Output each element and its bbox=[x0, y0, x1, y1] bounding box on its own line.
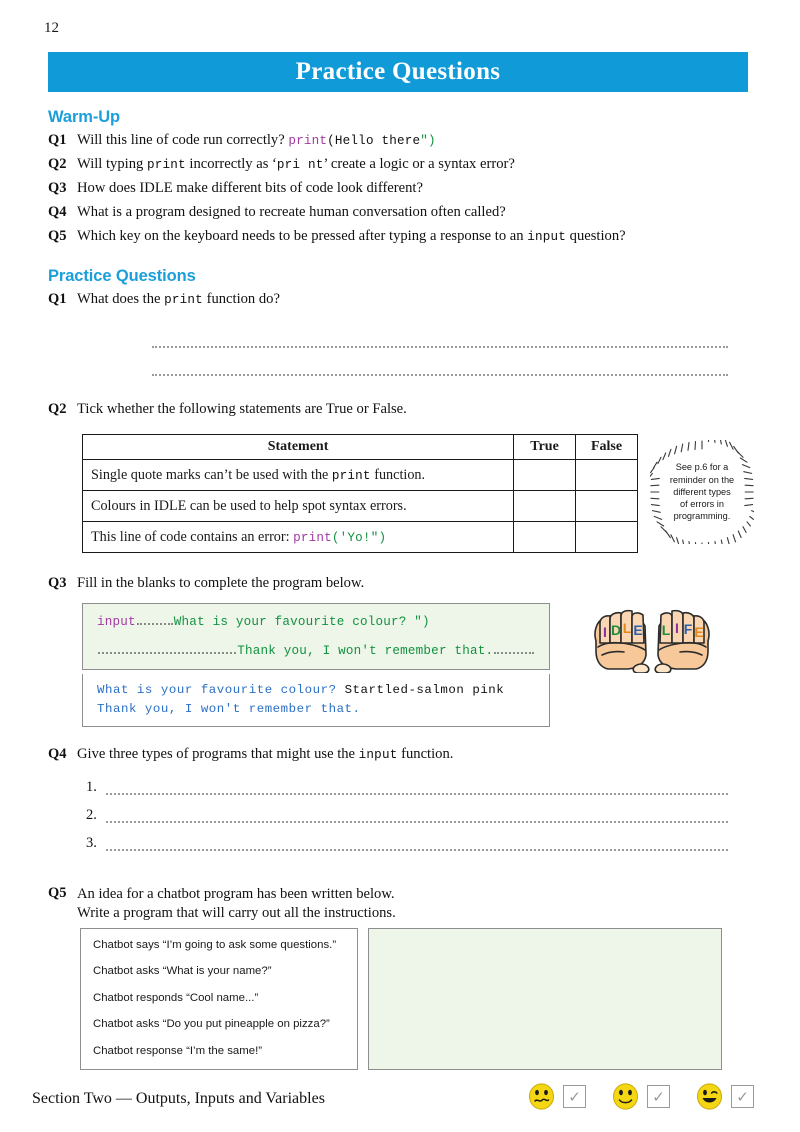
answer-line[interactable] bbox=[106, 812, 728, 823]
code-blank[interactable] bbox=[98, 645, 236, 654]
column-header-false: False bbox=[576, 435, 638, 460]
false-checkbox-cell[interactable] bbox=[576, 460, 638, 491]
q3-output-block bbox=[82, 674, 550, 727]
question-line-2: Write a program that will carry out all the instructions. bbox=[77, 905, 396, 922]
chatbot-instruction: Chatbot says “I’m going to ask some questions.” bbox=[93, 939, 337, 951]
question-number: Q5 bbox=[48, 885, 67, 901]
knuckle-letter-E2: E bbox=[694, 624, 704, 640]
warmup-question-3 bbox=[48, 180, 423, 198]
question-text: What is a program designed to recreate human conversation often called? bbox=[77, 204, 506, 220]
question-text: What does the print function do? bbox=[77, 291, 280, 307]
question-number: Q2 bbox=[48, 401, 67, 417]
knuckle-letter-D: D bbox=[610, 622, 622, 638]
column-header-statement: Statement bbox=[83, 435, 514, 460]
user-typed-answer: Startled-salmon pink bbox=[344, 683, 505, 697]
question-text: How does IDLE make different bits of code look different? bbox=[77, 180, 423, 196]
warmup-question-5 bbox=[48, 228, 626, 246]
inline-code-input: input bbox=[358, 748, 398, 762]
rating-group-confused bbox=[528, 1083, 586, 1110]
statement-cell: Single quote marks can’t be used with the print function. bbox=[83, 460, 514, 491]
tick-icon: ✓ bbox=[736, 1088, 749, 1106]
code-keyword-input: input bbox=[97, 615, 136, 629]
practice-question-3 bbox=[48, 575, 364, 593]
inline-code-input: input bbox=[527, 230, 567, 244]
question-number: Q2 bbox=[48, 156, 67, 172]
chatbot-instruction: Chatbot asks “What is your name?” bbox=[93, 965, 272, 978]
practice-question-1 bbox=[48, 291, 280, 309]
inline-code-print: print bbox=[293, 530, 332, 545]
inline-code-print: print bbox=[331, 468, 371, 483]
answer-line-1[interactable] bbox=[152, 346, 728, 348]
idle-life-fists-illustration bbox=[588, 593, 716, 673]
false-checkbox-cell[interactable] bbox=[576, 491, 638, 522]
code-string: Thank you, I won't remember that. bbox=[237, 643, 494, 658]
question-text: Will typing print incorrectly as ‘pri nt’ create a logic or a syntax error? bbox=[77, 156, 515, 172]
section-footer-label: Section Two — Outputs, Inputs and Variables bbox=[32, 1090, 325, 1107]
answer-item-2[interactable] bbox=[86, 808, 728, 823]
item-number: 3. bbox=[86, 835, 97, 851]
code-line-1 bbox=[83, 616, 549, 629]
practice-questions-heading: Practice Questions bbox=[48, 267, 196, 285]
q3-code-block bbox=[82, 603, 550, 670]
knuckle-letter-I2: I bbox=[675, 620, 679, 636]
knuckle-letter-E: E bbox=[633, 622, 643, 638]
rating-checkbox-happy[interactable] bbox=[731, 1085, 754, 1108]
true-checkbox-cell[interactable] bbox=[514, 491, 576, 522]
practice-question-5 bbox=[48, 885, 396, 924]
question-text: Give three types of programs that might use the input function. bbox=[77, 746, 454, 762]
knuckle-letter-F: F bbox=[683, 621, 693, 637]
winking-face-icon bbox=[696, 1083, 723, 1110]
inline-code-print: print bbox=[288, 134, 328, 148]
code-line-2 bbox=[83, 645, 549, 658]
rating-group-happy bbox=[696, 1083, 754, 1110]
rating-checkbox-confused[interactable] bbox=[563, 1085, 586, 1108]
chatbot-instruction: Chatbot asks “Do you put pineapple on pizza?” bbox=[93, 1018, 330, 1031]
practice-question-4 bbox=[48, 746, 453, 764]
knuckle-letter-L: L bbox=[622, 620, 632, 636]
question-number: Q1 bbox=[48, 132, 67, 148]
table-header-row bbox=[83, 435, 638, 460]
tick-icon: ✓ bbox=[652, 1088, 665, 1106]
warmup-question-1 bbox=[48, 132, 436, 150]
note-line: See p.6 for a bbox=[675, 462, 729, 473]
table-row bbox=[83, 522, 638, 553]
code-blank[interactable] bbox=[494, 645, 534, 654]
page-number: 12 bbox=[44, 20, 59, 36]
inline-code-pri-nt: pri nt bbox=[276, 158, 324, 172]
item-number: 1. bbox=[86, 779, 97, 795]
knuckle-letter-I: I bbox=[603, 624, 607, 640]
question-text: Which key on the keyboard needs to be pressed after typing a response to an input question? bbox=[77, 228, 626, 244]
true-checkbox-cell[interactable] bbox=[514, 522, 576, 553]
q5-answer-box[interactable] bbox=[368, 928, 722, 1070]
question-text: Will this line of code run correctly? print(Hello there") bbox=[77, 132, 436, 148]
statement-cell: Colours in IDLE can be used to help spot syntax errors. bbox=[83, 491, 514, 522]
true-checkbox-cell[interactable] bbox=[514, 460, 576, 491]
page-title: Practice Questions bbox=[295, 58, 501, 85]
rating-group-neutral bbox=[612, 1083, 670, 1110]
code-blank[interactable] bbox=[137, 616, 173, 625]
page-title-banner bbox=[48, 52, 748, 92]
table-row bbox=[83, 491, 638, 522]
chatbot-instruction: Chatbot response “I’m the same!” bbox=[93, 1044, 263, 1057]
note-text-block bbox=[659, 449, 745, 535]
question-line-1: An idea for a chatbot program has been written below. bbox=[77, 886, 395, 902]
table-row bbox=[83, 460, 638, 491]
question-number: Q3 bbox=[48, 180, 67, 196]
answer-line[interactable] bbox=[106, 840, 728, 851]
item-number: 2. bbox=[86, 807, 97, 823]
warmup-heading: Warm-Up bbox=[48, 108, 121, 126]
knuckle-letter-L2: L bbox=[661, 622, 671, 638]
warmup-question-2 bbox=[48, 156, 515, 174]
side-note-bubble bbox=[650, 440, 754, 544]
note-line: programming. bbox=[673, 511, 731, 522]
output-line-1: What is your favourite colour? Startled-salmon pink bbox=[97, 683, 505, 697]
question-text: Fill in the blanks to complete the program below. bbox=[77, 575, 365, 591]
question-number: Q4 bbox=[48, 746, 67, 762]
true-false-table bbox=[82, 434, 638, 553]
statement-cell: This line of code contains an error: print('Yo!") bbox=[83, 522, 514, 553]
note-line: of errors in bbox=[680, 499, 724, 510]
code-string: What is your favourite colour? ") bbox=[173, 615, 430, 629]
column-header-true: True bbox=[514, 435, 576, 460]
warmup-question-4 bbox=[48, 204, 506, 222]
answer-line-2[interactable] bbox=[152, 374, 728, 376]
confused-face-icon bbox=[528, 1083, 555, 1110]
false-checkbox-cell[interactable] bbox=[576, 522, 638, 553]
note-line: reminder on the bbox=[669, 474, 735, 485]
answer-item-1[interactable] bbox=[86, 780, 728, 795]
chatbot-instruction: Chatbot responds “Cool name...” bbox=[93, 991, 259, 1004]
rating-checkbox-neutral[interactable] bbox=[647, 1085, 670, 1108]
question-text: Tick whether the following statements are True or False. bbox=[77, 401, 407, 417]
output-line-2: Thank you, I won't remember that. bbox=[97, 701, 361, 716]
two-fists-icon bbox=[588, 593, 716, 673]
chatbot-instructions-box bbox=[80, 928, 358, 1070]
question-number: Q4 bbox=[48, 204, 67, 220]
note-line: different types bbox=[673, 486, 731, 497]
answer-item-3[interactable] bbox=[86, 836, 728, 851]
question-number: Q3 bbox=[48, 575, 67, 591]
inline-code-string: ('Yo!") bbox=[331, 530, 387, 545]
inline-code-print: print bbox=[146, 158, 186, 172]
question-number: Q5 bbox=[48, 228, 67, 244]
neutral-face-icon bbox=[612, 1083, 639, 1110]
inline-code-print: print bbox=[164, 293, 203, 307]
question-text bbox=[77, 885, 396, 924]
question-number: Q1 bbox=[48, 291, 67, 307]
tick-icon: ✓ bbox=[568, 1088, 581, 1106]
answer-line[interactable] bbox=[106, 784, 728, 795]
practice-question-2 bbox=[48, 401, 407, 419]
